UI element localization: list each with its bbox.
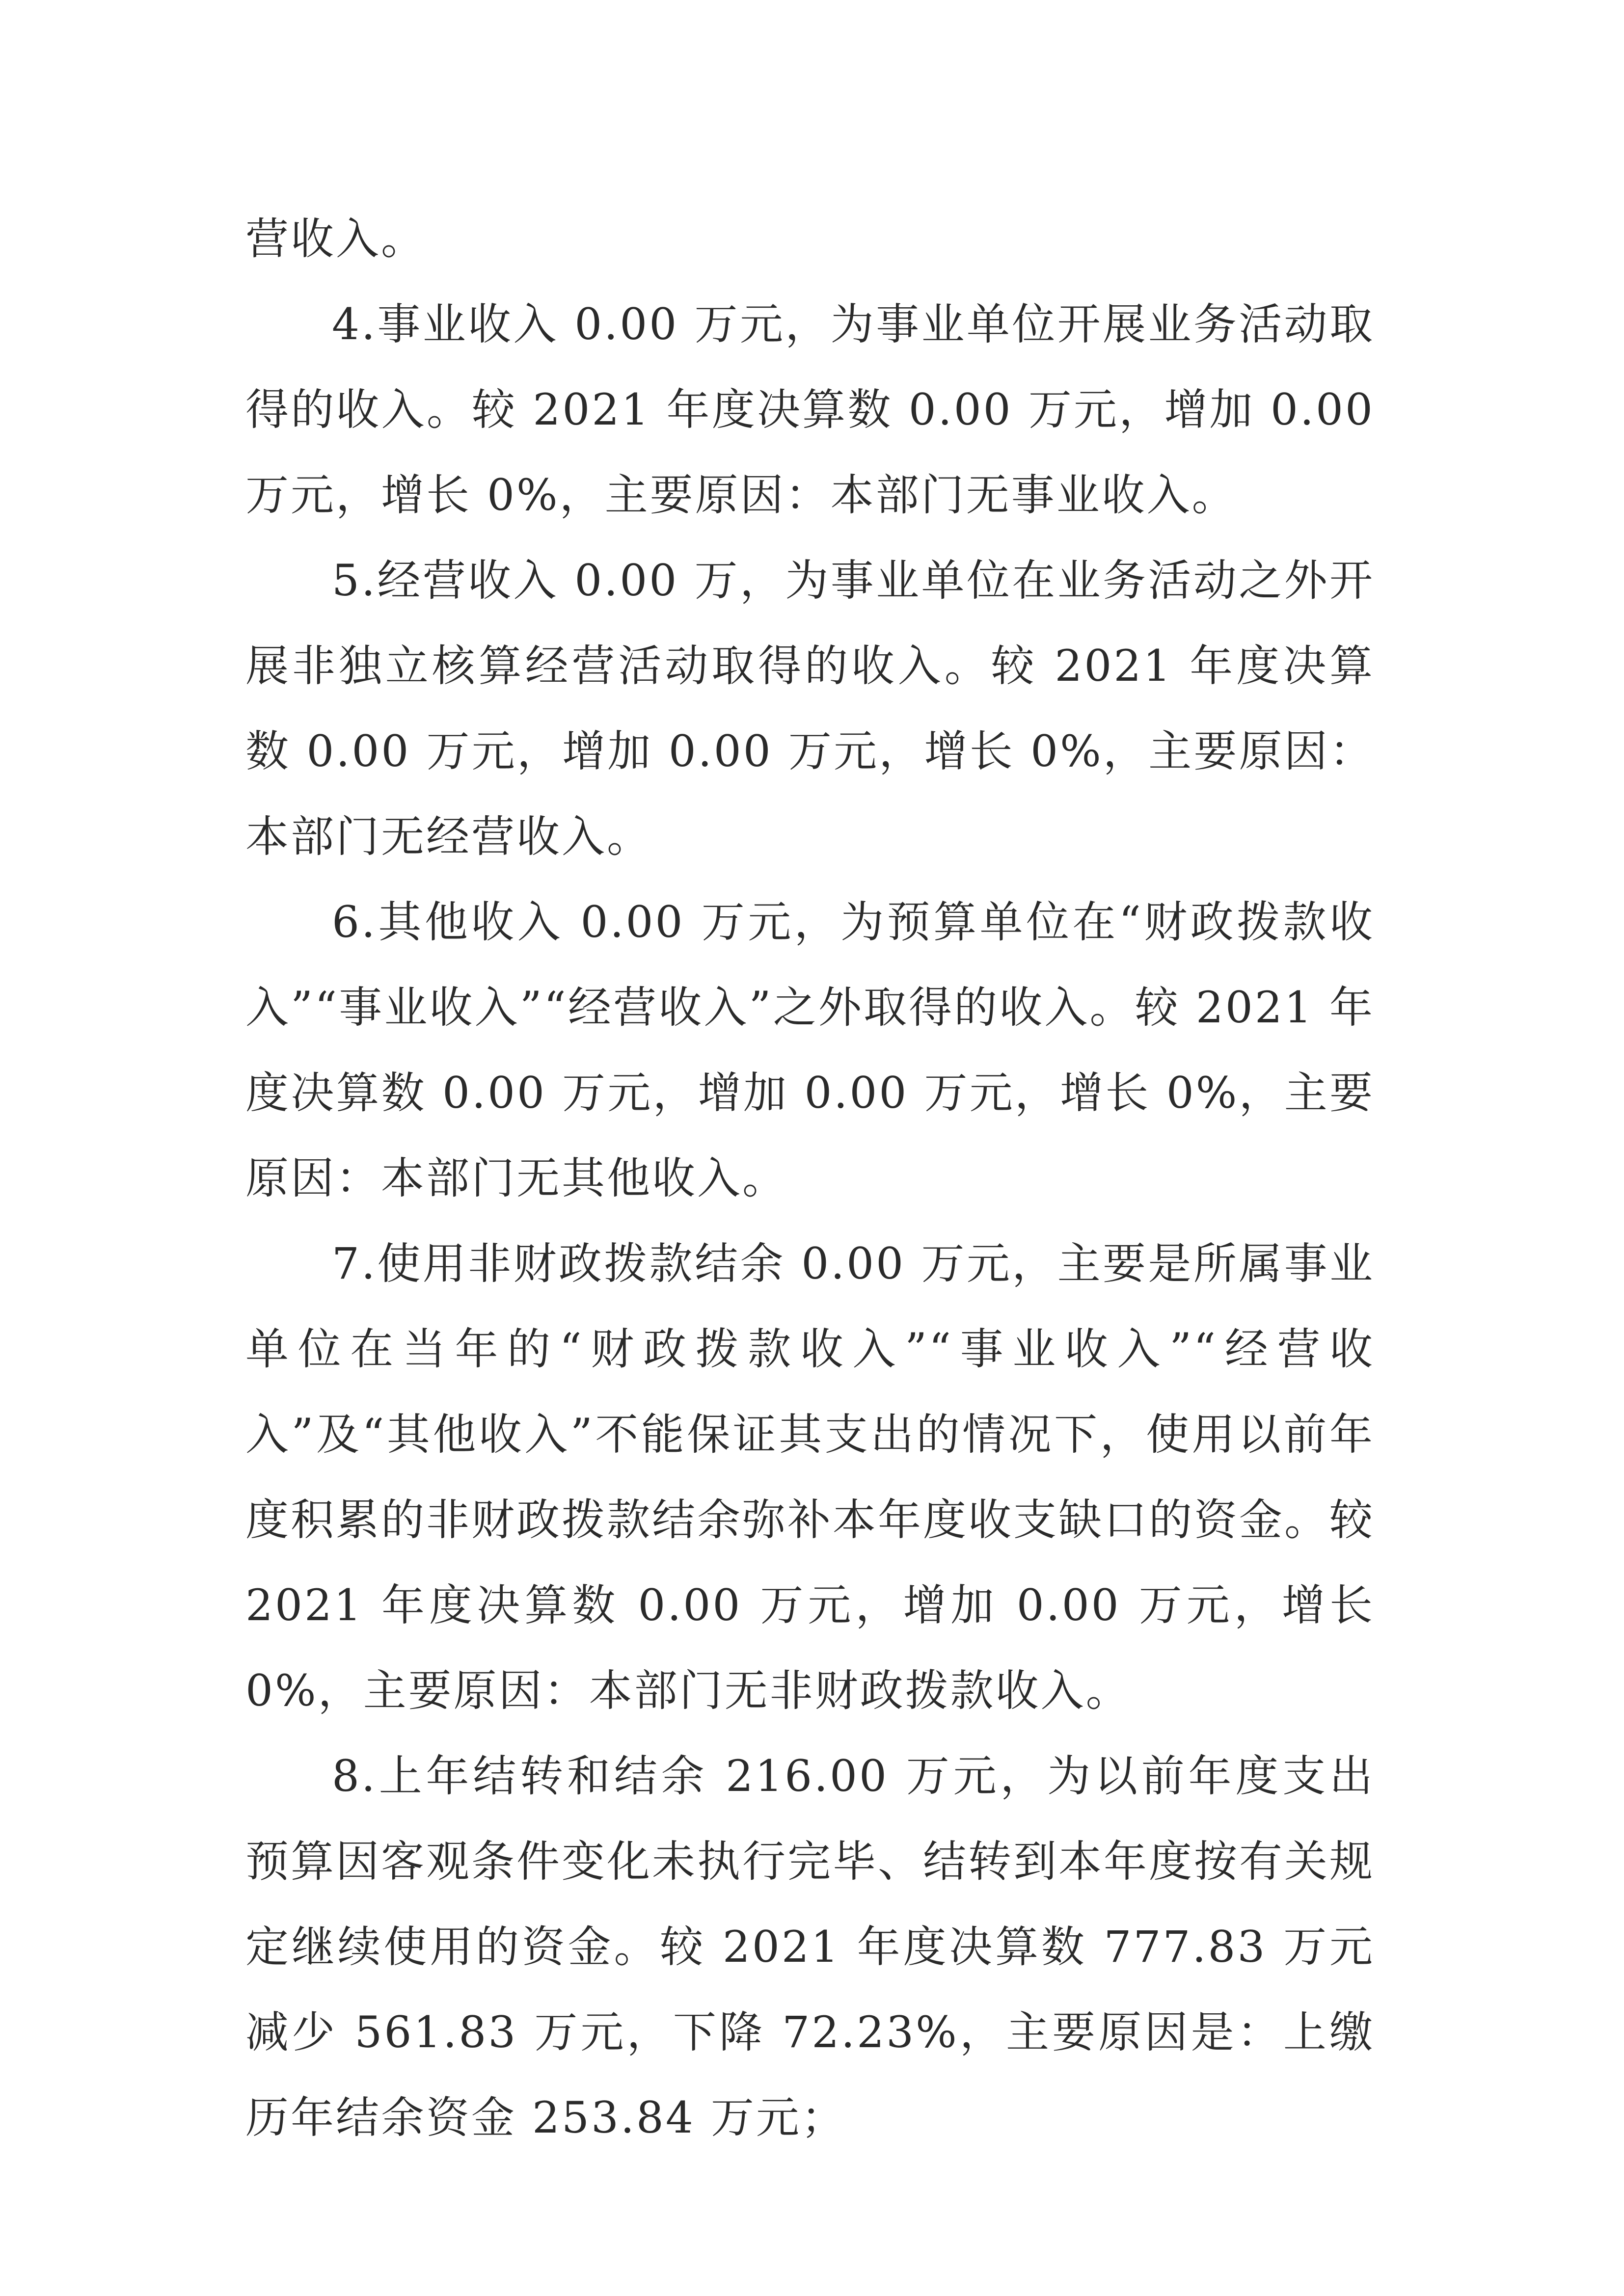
- paragraph-other-income: 6.其他收入 0.00 万元，为预算单位在“财政拨款收入”“事业收入”“经营收入”之外取得的收入。较 2021 年度决算数 0.00 万元，增加 0.00 万元，增长 0%，主要原因：本部门无其他收入。: [245, 897, 1375, 1203]
- paragraph-continuation: 营收入。: [245, 214, 427, 264]
- paragraph-operating-income: 5.经营收入 0.00 万，为事业单位在业务活动之外开展非独立核算经营活动取得的收入。较 2021 年度决算数 0.00 万元，增加 0.00 万元，增长 0%，主要原因：本部门无经营收入。: [245, 555, 1375, 862]
- paragraph-non-fiscal-balance: 7.使用非财政拨款结余 0.00 万元，主要是所属事业单位在当年的“财政拨款收入”“事业收入”“经营收入”及“其他收入”不能保证其支出的情况下，使用以前年度积累的非财政拨款结余弥补本年度收支缺口的资金。较 2021 年度决算数 0.00 万元，增加 0.00 万元，增长 0%，主要原因：本部门无非财政拨款收入。: [245, 1238, 1375, 1716]
- paragraph-carryover-balance: 8.上年结转和结余 216.00 万元，为以前年度支出预算因客观条件变化未执行完毕、结转到本年度按有关规定继续使用的资金。较 2021 年度决算数 777.83 万元减少 561.83 万元，下降 72.23%，主要原因是：上缴历年结余资金 253.84 万元；: [245, 1751, 1375, 2143]
- document-body: [245, 196, 1375, 2161]
- paragraph-business-income: 4.事业收入 0.00 万元，为事业单位开展业务活动取得的收入。较 2021 年度决算数 0.00 万元，增加 0.00 万元，增长 0%，主要原因：本部门无事业收入。: [245, 299, 1375, 520]
